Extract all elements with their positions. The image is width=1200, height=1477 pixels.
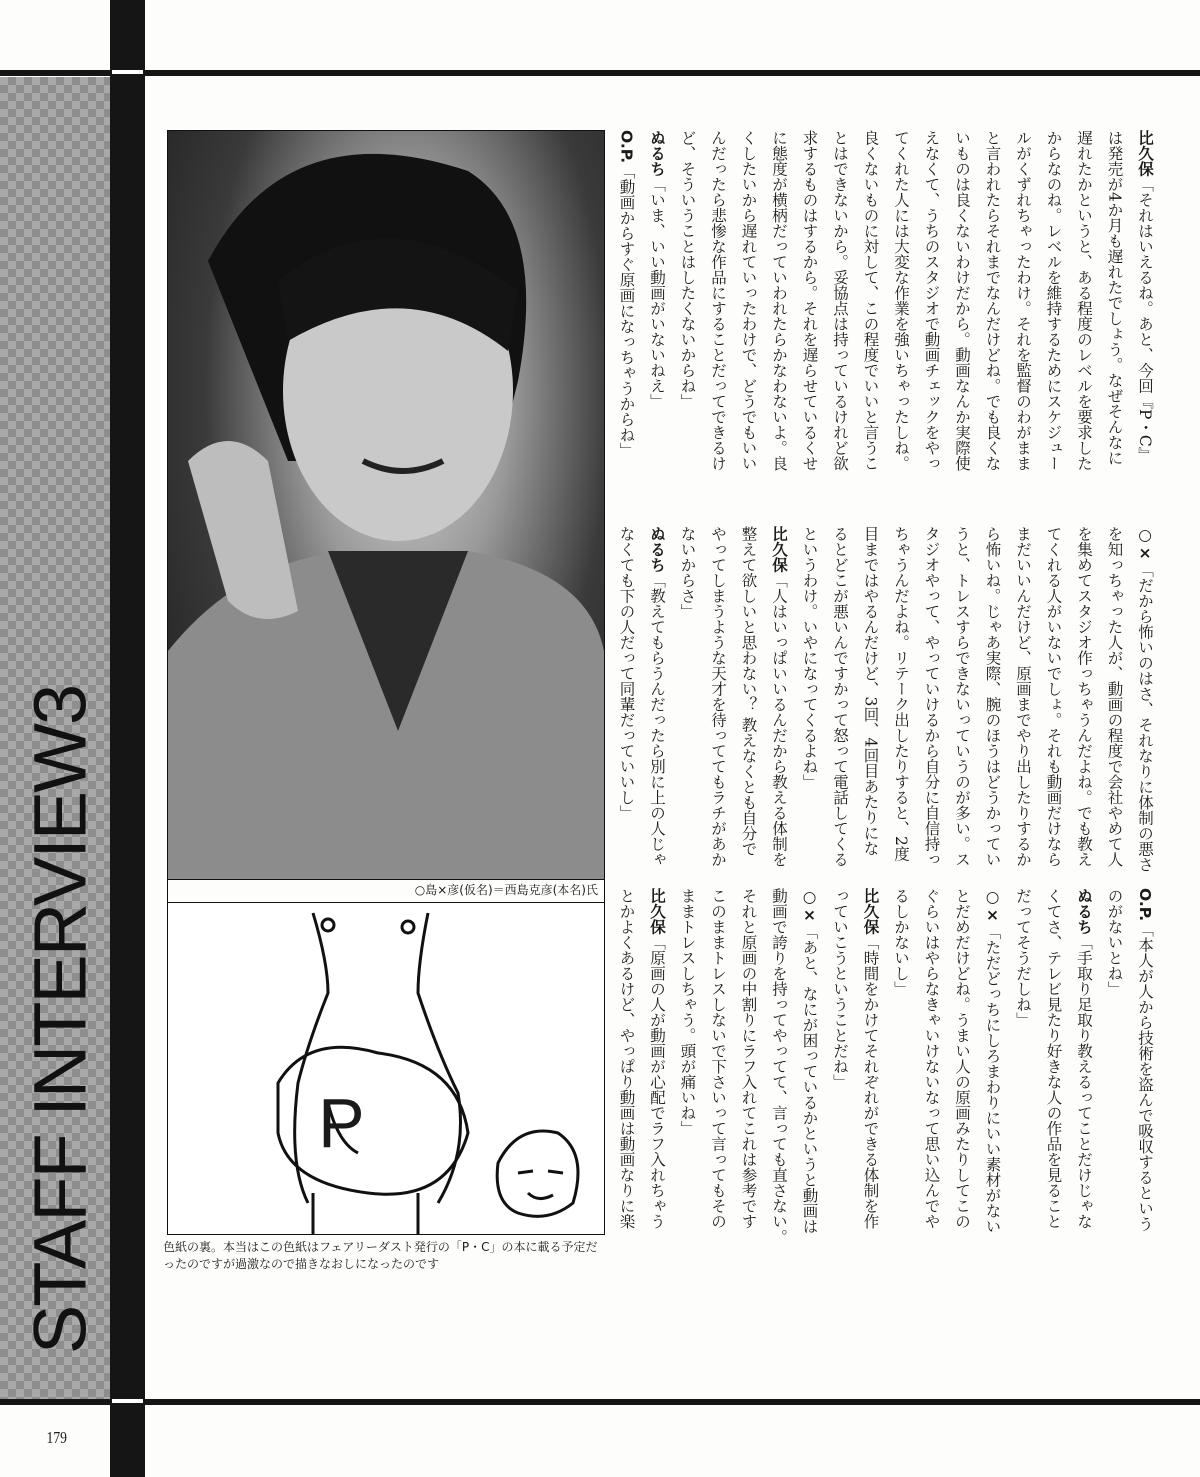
text-column: というわけ。いやになってくるよね」 bbox=[800, 526, 819, 790]
text-column: ぐらいはやらなきゃいけないなって思い込んでや bbox=[922, 888, 941, 1229]
speaker-name: O.P. bbox=[617, 130, 636, 164]
speech-text: 「時間をかけてそれぞれができる体制を作 bbox=[861, 934, 880, 1229]
interview-text-block-2 bbox=[611, 526, 1160, 872]
text-column bbox=[855, 888, 886, 1245]
text-column: とだめだけどね。うまい人の原画みたりしてこの bbox=[953, 888, 971, 1229]
text-column: 目まではやるんだけど、3回、4回目あたりにな bbox=[861, 526, 880, 856]
text-column: ど、そういうことはしたくないからね」 bbox=[678, 130, 697, 409]
text-column: るしかないし」 bbox=[892, 888, 910, 997]
speech-text: 「教えてもらうんだったら別に上の人じゃ bbox=[648, 572, 666, 867]
top-rule bbox=[0, 70, 1200, 76]
speech-text: 「ただどっちにしろまわりにいい素材がない bbox=[983, 924, 1002, 1234]
drawing-caption: 色紙の裏。本当はこの色紙はフェアリーダスト発行の「P・C」の本に載る予定だったのですが過激なので描きなおしになったのです bbox=[163, 1240, 598, 1271]
speaker-name: ぬるち bbox=[648, 130, 666, 177]
speaker-name: O.P. bbox=[1136, 888, 1154, 922]
text-column: に態度が横柄だっていわれたらかなわないよ。良 bbox=[770, 130, 788, 471]
text-column: このままトレスしないで下さいって言ってもその bbox=[709, 888, 727, 1229]
text-column: くしたいから遅れていったわけで、どうでもいい bbox=[739, 130, 758, 471]
speech-text: 「いま、いい動画がいないねえ」 bbox=[648, 176, 666, 409]
vertical-bar bbox=[110, 0, 145, 1477]
text-column: てくれた人には大変な作業を強いちゃったしね。 bbox=[892, 130, 910, 471]
speaker-name: ○× bbox=[1136, 526, 1154, 562]
sketch-image bbox=[168, 903, 604, 1234]
text-column: を知っちゃった人が、動画の程度で会社やめて人 bbox=[1105, 526, 1124, 867]
section-title: STAFF INTERVIEW3 bbox=[18, 685, 102, 1355]
speaker-name: ぬるち bbox=[1075, 888, 1093, 935]
speech-text: 「動画からすぐ原画になっちゃうからね」 bbox=[617, 163, 636, 458]
speech-text: 「人はいっぱいいるんだから教える体制を bbox=[770, 572, 788, 867]
text-column: 整えて欲しいと思わない？ 教えなくとも自分で bbox=[739, 526, 758, 857]
text-column: のがないとね」 bbox=[1105, 888, 1124, 997]
speaker-name: 比久保 bbox=[861, 888, 880, 935]
text-column: と言われたらそれまでなんだけどね。でも良くな bbox=[983, 130, 1002, 471]
text-column: てくれる人がいないでしょ。それも動画だけなら bbox=[1044, 526, 1063, 867]
text-column bbox=[642, 130, 673, 471]
bottom-rule bbox=[0, 1399, 1200, 1405]
page-number: 179 bbox=[46, 1428, 67, 1447]
text-column: とはできないから。妥協点は持っているけれど欲 bbox=[831, 130, 849, 471]
text-column: うと、トレスすらできないっていうのが多い。ス bbox=[953, 526, 971, 867]
text-column: るとどこが悪いんですかって怒って電話してくる bbox=[831, 526, 849, 867]
text-column: を集めてスタジオ作っちゃうんだよね。でも教え bbox=[1075, 526, 1093, 867]
text-column: 良くないものに対して、この程度でいいと言うこ bbox=[861, 130, 880, 471]
text-column: は発売が4か月も遅れたでしょう。なぜそんなに bbox=[1105, 130, 1124, 466]
sketch-letter: P bbox=[318, 1084, 365, 1162]
text-column: ないからさ」 bbox=[678, 526, 697, 619]
text-column: なくても下の人だって同輩だっていいし」 bbox=[617, 526, 636, 821]
speech-text: 「原画の人が動画が心配でラフ入れちゃう bbox=[648, 934, 666, 1229]
text-column bbox=[794, 888, 825, 1245]
text-column: っていこうということだね」 bbox=[831, 888, 849, 1090]
text-column: ら怖いね。じゃあ実際、腕のほうはどうかってい bbox=[983, 526, 1002, 867]
text-column: だってそうだしね」 bbox=[1014, 888, 1032, 1028]
text-column: ちゃうんだよね。リテーク出したりすると、2度 bbox=[892, 526, 910, 862]
text-column: やってしまうような天才を待っててもラチがあか bbox=[709, 526, 727, 867]
text-column bbox=[764, 526, 795, 872]
text-column: 求するものはするから。それを遅らせているくせ bbox=[800, 130, 819, 471]
speaker-name: 比久保 bbox=[1136, 130, 1154, 177]
photo-caption: ○島×彦(仮名)＝西島克彦(本名)氏 bbox=[167, 880, 605, 902]
text-column: くてさ、テレビ見たり好きな人の作品を見ること bbox=[1044, 888, 1063, 1229]
interview-text-block-1 bbox=[611, 130, 1160, 471]
speech-text: 「あと、なにが困っているかというと動画は bbox=[800, 924, 819, 1234]
text-column bbox=[642, 526, 673, 872]
text-column bbox=[977, 888, 1008, 1245]
text-column: んだったら悲惨な作品にすることだってできるけ bbox=[709, 130, 727, 471]
text-column: まだいいんだけど、原画までやり出したりするか bbox=[1014, 526, 1032, 867]
text-column bbox=[611, 130, 642, 471]
bar-notch bbox=[112, 70, 143, 74]
speaker-name: 比久保 bbox=[770, 526, 788, 573]
speaker-name: 比久保 bbox=[648, 888, 666, 935]
text-column: えなくて、うちのスタジオで動画チェックをやっ bbox=[922, 130, 941, 471]
text-column: ままトレスしちゃう。頭が痛いね」 bbox=[678, 888, 697, 1136]
text-column: それと原画の中割りにラフ入れてこれは参考です bbox=[739, 888, 758, 1229]
portrait-image bbox=[168, 131, 604, 879]
speaker-name: ○× bbox=[983, 888, 1002, 924]
text-column: いものは良くないわけだから。動画なんか実際使 bbox=[953, 130, 971, 471]
text-column bbox=[1130, 526, 1161, 872]
text-column bbox=[1130, 888, 1161, 1245]
speech-text: 「だから怖いのはさ、それなりに体制の悪さ bbox=[1136, 562, 1154, 872]
speaker-name: ぬるち bbox=[648, 526, 666, 573]
text-column: 動画で誇りを持ってやってて、言っても直さない。 bbox=[770, 888, 788, 1245]
text-column: ルがくずれちゃったわけ。それを監督のわがまま bbox=[1014, 130, 1032, 471]
text-column: とかよくあるけど、やっぱり動画は動画なりに楽 bbox=[617, 888, 636, 1229]
interview-text-block-3 bbox=[611, 888, 1160, 1245]
speech-text: 「それはいえるね。あと、今回『P・C』 bbox=[1136, 176, 1154, 463]
bar-notch bbox=[112, 1399, 143, 1403]
text-column: 遅れたかというと、ある程度のレベルを要求した bbox=[1075, 130, 1093, 471]
speaker-name: ○× bbox=[800, 888, 819, 924]
text-column bbox=[1130, 130, 1161, 471]
portrait-photo bbox=[167, 130, 605, 880]
speech-text: 「手取り足取り教えるってことだけじゃな bbox=[1075, 934, 1093, 1229]
speech-text: 「本人が人から技術を盗んで吸収するという bbox=[1136, 921, 1154, 1232]
text-column: タジオやって、やっていけるから自分に自信持っ bbox=[922, 526, 941, 867]
text-column: からなのね。レベルを維持するためにスケジュー bbox=[1044, 130, 1063, 471]
text-column bbox=[1069, 888, 1100, 1245]
text-column bbox=[642, 888, 673, 1245]
sketch-drawing bbox=[167, 902, 605, 1235]
